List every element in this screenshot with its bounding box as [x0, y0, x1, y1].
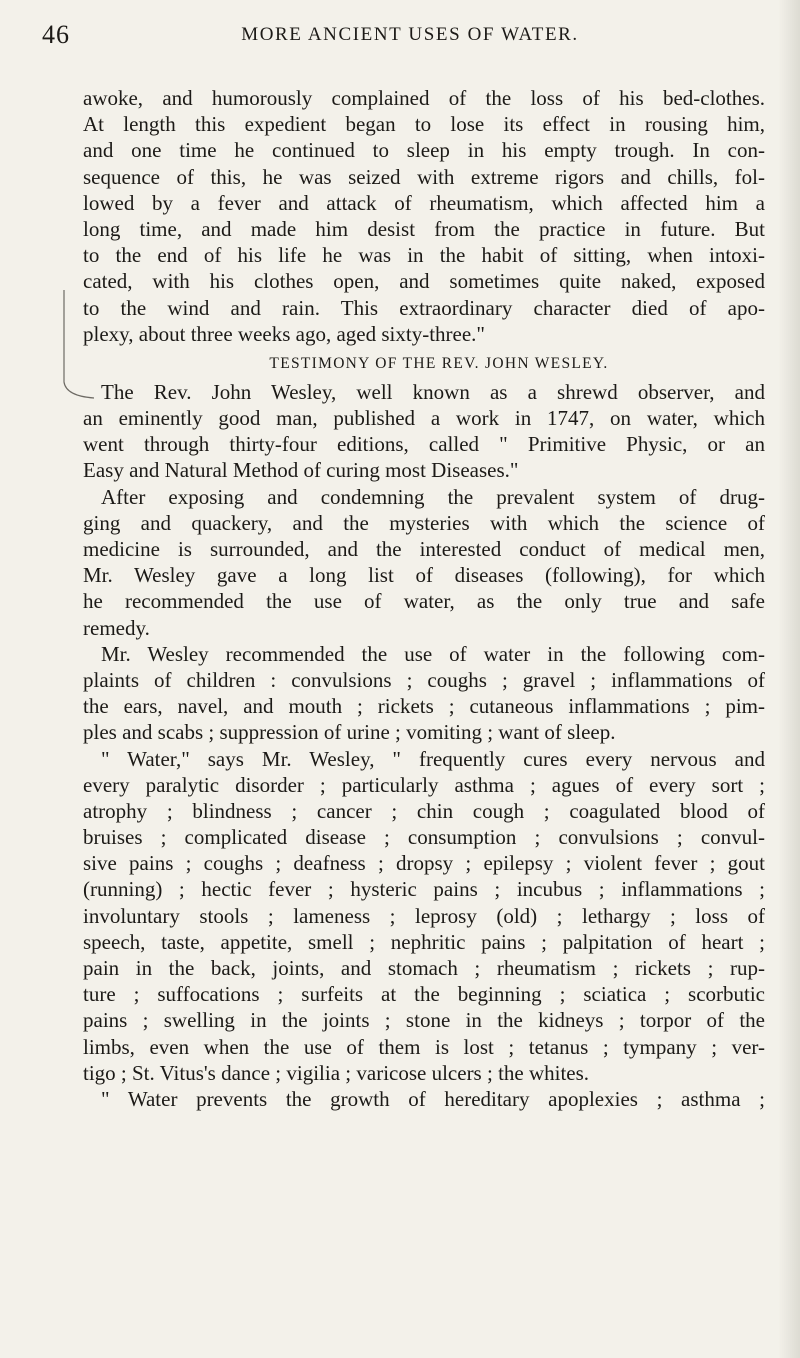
text-line: After exposing and condemning the prevalent system of drug- — [101, 484, 765, 509]
text-line: The Rev. John Wesley, well known as a shrewd observer, and — [101, 379, 765, 404]
text-line: pain in the back, joints, and stomach ; rheumatism ; rickets ; rup- — [83, 956, 765, 980]
text-line: lowed by a fever and attack of rheumatism, which affected him a — [83, 190, 765, 215]
text-line: " Water prevents the growth of hereditary apoplexies ; asthma ; — [101, 1086, 765, 1111]
text-line: " Water," says Mr. Wesley, " frequently cures every nervous and — [101, 746, 765, 771]
text-line: At length this expedient began to lose its effect in rousing him, — [83, 112, 765, 137]
text-line: ging and quackery, and the mysteries with which the science of — [83, 510, 765, 535]
page-header — [40, 18, 780, 58]
text-line: the ears, navel, and mouth ; rickets ; cutaneous inflammations ; pim- — [83, 694, 765, 719]
text-line: ture ; suffocations ; surfeits at the beginning ; sciatica ; scorbutic — [83, 982, 765, 1007]
text-line: he recommended the use of water, as the only true and safe — [83, 589, 765, 614]
text-line: atrophy ; blindness ; cancer ; chin cough ; coagulated blood of — [83, 798, 765, 823]
text-line: Mr. Wesley gave a long list of diseases (following), for which — [83, 563, 765, 588]
text-line: and one time he continued to sleep in his empty trough. In con- — [83, 138, 765, 163]
text-line: to the end of his life he was in the habit of sitting, when intoxi- — [83, 243, 765, 268]
body-text — [83, 85, 765, 1112]
text-line: awoke, and humorously complained of the loss of his bed-clothes. — [83, 86, 765, 110]
text-line: long time, and made him desist from the practice in future. But — [83, 216, 765, 241]
section-heading: TESTIMONY OF THE REV. JOHN WESLEY. — [269, 354, 609, 372]
text-line: pains ; swelling in the joints ; stone in the kidneys ; torpor of the — [83, 1008, 765, 1033]
text-line: remedy. — [83, 615, 150, 640]
text-line: to the wind and rain. This extraordinary character died of apo- — [83, 295, 765, 320]
text-line: an eminently good man, published a work in 1747, on water, which — [83, 406, 765, 431]
text-line: cated, with his clothes open, and sometimes quite naked, exposed — [83, 269, 765, 294]
text-line: involuntary stools ; lameness ; leprosy (old) ; lethargy ; loss of — [83, 903, 765, 928]
text-line: tigo ; St. Vitus's dance ; vigilia ; varicose ulcers ; the whites. — [83, 1060, 590, 1085]
text-line: bruises ; complicated disease ; consumption ; convulsions ; convul- — [83, 825, 765, 850]
text-line: speech, taste, appetite, smell ; nephritic pains ; palpitation of heart ; — [83, 929, 765, 954]
text-line: sequence of this, he was seized with extreme rigors and chills, fol- — [83, 164, 765, 189]
text-line: plexy, about three weeks ago, aged sixty-three." — [83, 321, 485, 346]
text-line: limbs, even when the use of them is lost ; tetanus ; tympany ; ver- — [83, 1034, 765, 1059]
text-line: (running) ; hectic fever ; hysteric pains ; incubus ; inflammations ; — [83, 877, 765, 902]
page-number: 46 — [42, 20, 70, 49]
text-line: every paralytic disorder ; particularly asthma ; agues of every sort ; — [83, 772, 765, 797]
text-line: Mr. Wesley recommended the use of water in the following com- — [101, 641, 765, 666]
text-line: medicine is surrounded, and the interested conduct of medical men, — [83, 537, 765, 561]
page-edge-shadow — [778, 0, 800, 1358]
text-line: ples and scabs ; suppression of urine ; vomiting ; want of sleep. — [83, 720, 616, 745]
running-head: MORE ANCIENT USES OF WATER. — [241, 24, 579, 45]
text-line: sive pains ; coughs ; deafness ; dropsy ; epilepsy ; violent fever ; gout — [83, 851, 765, 876]
text-line: plaints of children : convulsions ; coughs ; gravel ; inflammations of — [83, 667, 765, 692]
text-line: Easy and Natural Method of curing most Diseases." — [83, 458, 519, 483]
text-line: went through thirty-four editions, called " Primitive Physic, or an — [83, 432, 765, 457]
